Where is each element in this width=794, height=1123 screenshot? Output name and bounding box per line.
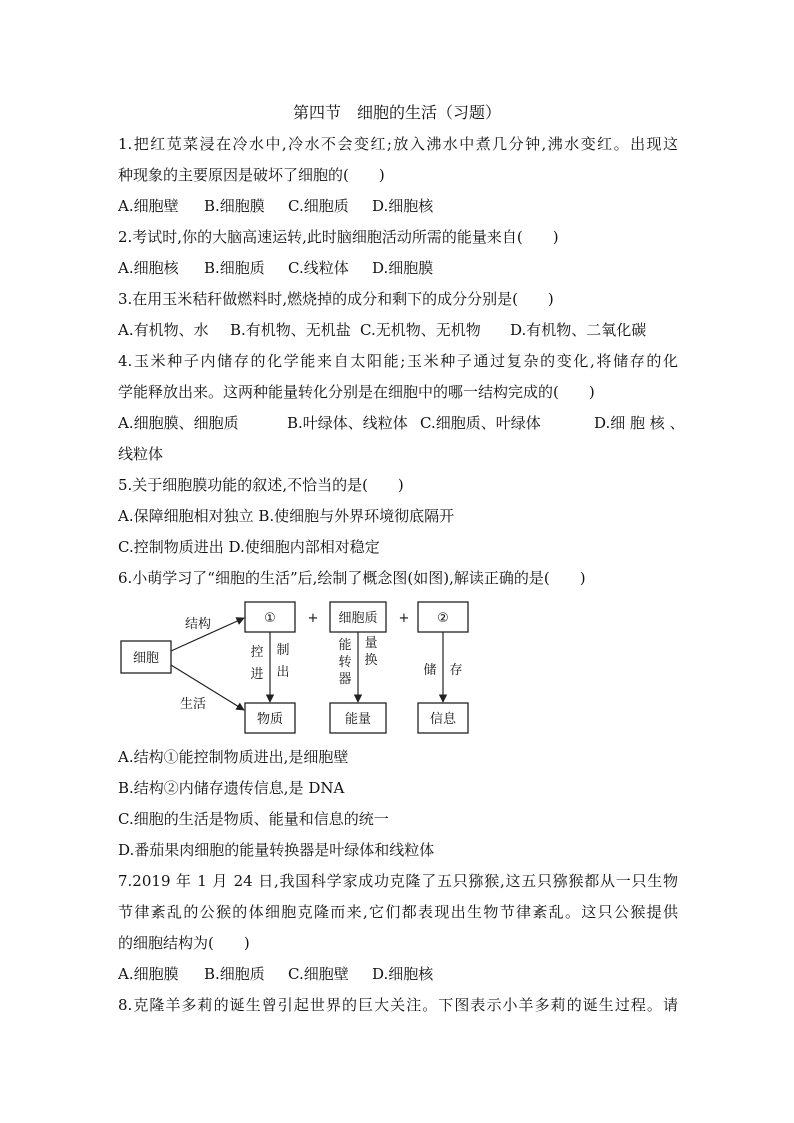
question-7-line-3: 的细胞结构为( ) xyxy=(118,934,250,952)
question-1-line-1: 1.把红苋菜浸在冷水中,冷水不会变红;放入沸水中煮几分钟,沸水变红。出现这 xyxy=(118,135,678,153)
arrow-3-left-char: 储 xyxy=(423,663,437,678)
option-b: B.细胞膜 xyxy=(204,197,265,215)
matter-label: 物质 xyxy=(256,712,284,727)
option-a: A.有机物、水 xyxy=(118,321,209,339)
option-d: D.有机物、二氧化碳 xyxy=(510,321,647,339)
question-8-line-1: 8.克隆羊多莉的诞生曾引起世界的巨大关注。下图表示小羊多莉的诞生过程。请 xyxy=(118,996,678,1014)
arrow-2-left-char-1: 能 xyxy=(338,638,352,653)
question-2-line-1: 2.考试时,你的大脑高速运转,此时脑细胞活动所需的能量来自( ) xyxy=(118,228,559,246)
option-c: C.线粒体 xyxy=(288,259,349,277)
option-b: B.细胞质 xyxy=(204,259,265,277)
option-c: C.细胞质、叶绿体 xyxy=(420,414,541,432)
option-c: C.细胞壁 xyxy=(288,965,349,983)
structure-box-1-label: ① xyxy=(264,611,276,626)
arrow-1-right-char-2: 出 xyxy=(276,665,290,680)
question-3-options xyxy=(118,320,683,340)
structure-label: 结构 xyxy=(185,617,212,632)
question-6-option-d: D.番茄果肉细胞的能量转换器是叶绿体和线粒体 xyxy=(118,841,435,859)
question-3-line-1: 3.在用玉米秸秆做燃料时,燃烧掉的成分和剩下的成分分别是( ) xyxy=(118,290,554,308)
arrow-3-right-char: 存 xyxy=(449,663,463,678)
question-1-options xyxy=(118,196,683,216)
question-6-line-1: 6.小萌学习了“细胞的生活”后,绘制了概念图(如图),解读正确的是( ) xyxy=(118,569,586,587)
option-d: D.细胞核 xyxy=(372,197,434,215)
arrow-2-left-char-2: 转 xyxy=(338,655,352,670)
question-6-option-b: B.结构②内储存遗传信息,是 DNA xyxy=(118,779,345,797)
arrow-1-left-char-2: 进 xyxy=(250,667,264,682)
option-a: A.细胞壁 xyxy=(118,197,179,215)
question-5-line-1: 5.关于细胞膜功能的叙述,不恰当的是( ) xyxy=(118,476,404,494)
option-c: C.无机物、无机物 xyxy=(360,321,481,339)
option-a: A.细胞膜 xyxy=(118,965,179,983)
question-2-options xyxy=(118,258,683,278)
option-b: B.细胞质 xyxy=(204,965,265,983)
question-4-options xyxy=(118,413,683,433)
question-7-line-2: 节律紊乱的公猴的体细胞克隆而来,它们都表现出生物节律紊乱。这只公猴提供 xyxy=(118,903,678,921)
arrow-2-right-char-2: 换 xyxy=(364,653,378,668)
question-4-line-1: 4.玉米种子内储存的化学能来自太阳能;玉米种子通过复杂的变化,将储存的化 xyxy=(118,352,678,370)
concept-map-diagram xyxy=(118,598,478,738)
plus-sign-1: + xyxy=(307,611,319,626)
question-4-line-2: 学能释放出来。这两种能量转化分别是在细胞中的哪一结构完成的( ) xyxy=(118,383,595,401)
option-c: C.细胞质 xyxy=(288,197,349,215)
arrow-1-left-char-1: 控 xyxy=(250,645,264,660)
cytoplasm-label: 细胞质 xyxy=(338,611,378,626)
arrow-2-right-char-1: 量 xyxy=(364,636,378,651)
option-a: A.细胞膜、细胞质 xyxy=(118,414,239,432)
option-a: A.细胞核 xyxy=(118,259,179,277)
question-7-line-1: 7.2019 年 1 月 24 日,我国科学家成功克隆了五只猕猴,这五只猕猴都从一只生物 xyxy=(118,872,678,890)
life-label: 生活 xyxy=(180,697,207,712)
question-5-options-cd: C.控制物质进出 D.使细胞内部相对稳定 xyxy=(118,538,380,556)
structure-box-2-label: ② xyxy=(437,611,449,626)
page-title: 第四节 细胞的生活（习题） xyxy=(292,103,501,122)
option-b: B.叶绿体、线粒体 xyxy=(287,414,408,432)
option-d: D.细胞核 xyxy=(372,965,434,983)
question-4-line-4: 线粒体 xyxy=(118,445,164,463)
arrow-2-left-char-3: 器 xyxy=(338,672,352,687)
option-d: D.细胞膜 xyxy=(372,259,434,277)
arrow-1-right-char-1: 制 xyxy=(276,643,290,658)
energy-label: 能量 xyxy=(344,712,372,727)
option-d: D.细 胞 核 、 xyxy=(594,414,685,432)
question-1-line-2: 种现象的主要原因是破坏了细胞的( ) xyxy=(118,166,385,184)
question-7-options xyxy=(118,964,683,984)
cell-label: 细胞 xyxy=(132,651,160,666)
question-6-option-a: A.结构①能控制物质进出,是细胞壁 xyxy=(118,748,349,766)
question-5-options-ab: A.保障细胞相对独立 B.使细胞与外界环境彻底隔开 xyxy=(118,507,455,525)
plus-sign-2: + xyxy=(398,611,410,626)
information-label: 信息 xyxy=(429,712,457,727)
option-b: B.有机物、无机盐 xyxy=(230,321,351,339)
question-6-option-c: C.细胞的生活是物质、能量和信息的统一 xyxy=(118,810,389,828)
